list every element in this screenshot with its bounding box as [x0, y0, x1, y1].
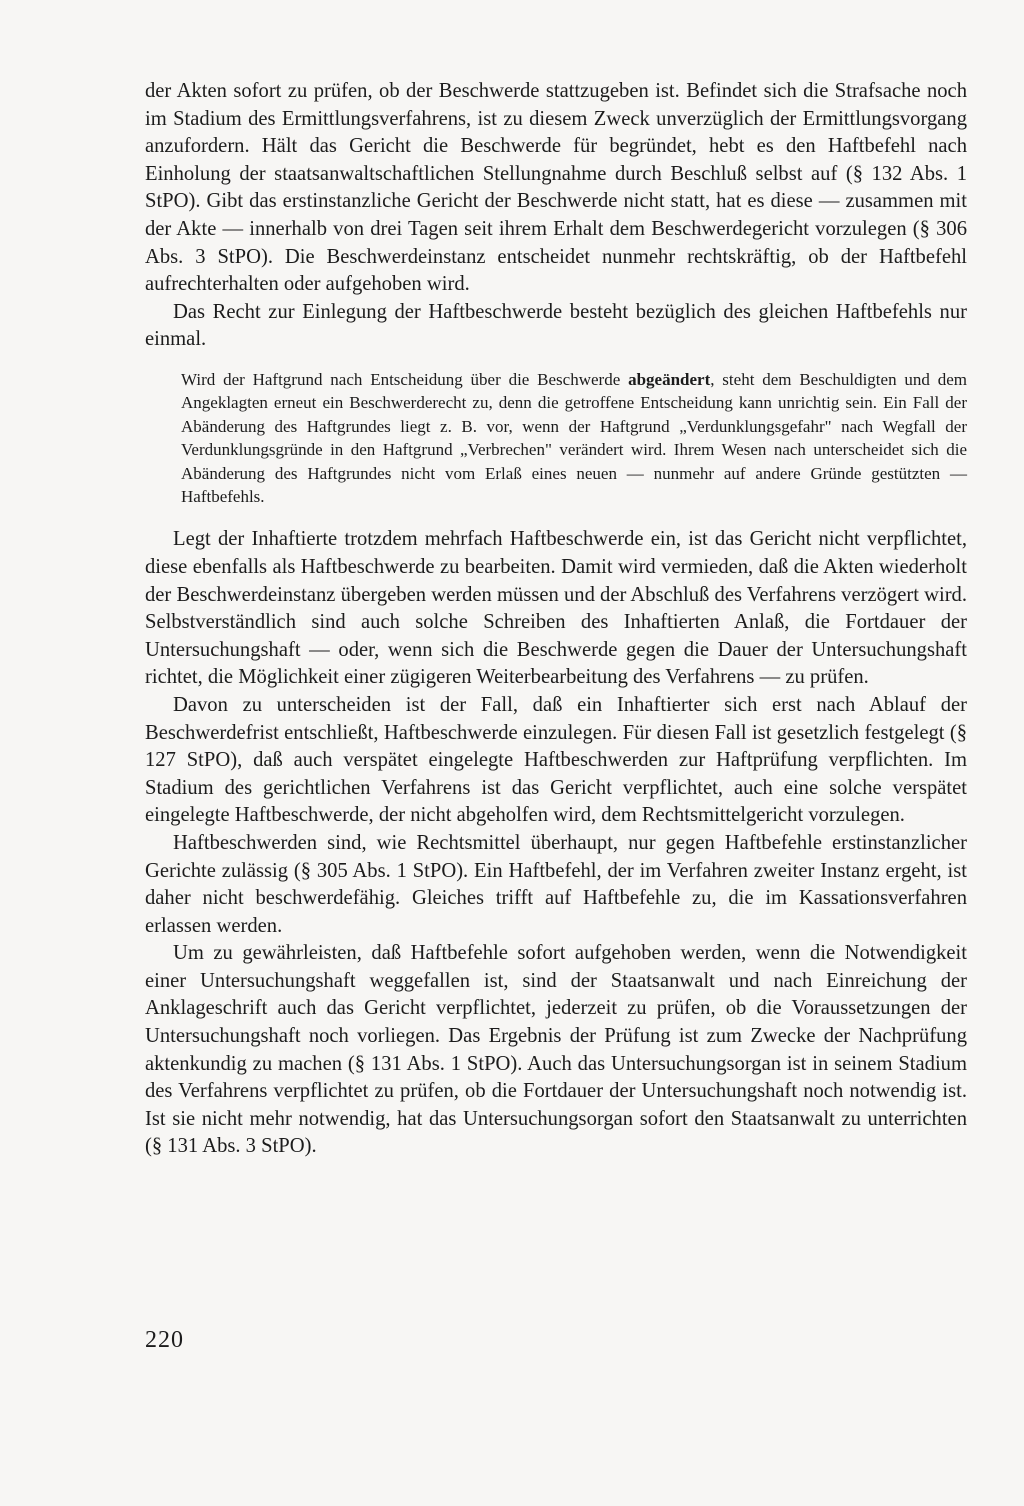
- paragraph-beschwerdefrist: Davon zu unterscheiden ist der Fall, daß ein Inhaftierter sich erst nach Ablauf der Beschwerdefrist entschließt, Haftbeschwerde einzulegen. Für diesen Fall ist gesetzlich festgelegt (§ 127 StPO), daß auch verspätet eingelegte Haftbeschwerden zur Haftprüfung verpflichten. Im Stadium des gerichtlichen Verfahrens ist das Gericht verpflichtet, auch eine solche verspätet eingelegte Haftbeschwerde, der nicht abgeholfen wird, dem Rechtsmittelgericht vorzulegen.: [145, 693, 967, 827]
- page-body: [145, 78, 967, 1161]
- paragraph-mehrfach-haftbeschwerde: Legt der Inhaftierte trotzdem mehrfach Haftbeschwerde ein, ist das Gericht nicht verpflichtet, diese ebenfalls als Haftbeschwerde zu bearbeiten. Damit wird vermieden, daß die Akten wiederholt der Beschwerdeinstanz übergeben werden müssen und der Abschluß des Verfahrens verzögert wird. Selbstverständlich sind auch solche Schreiben des Inhaftierten Anlaß, die Fortdauer der Untersuchungshaft — oder, wenn sich die Beschwerde gegen die Dauer der Untersuchungshaft richtet, die Möglichkeit einer zügigeren Weiterbearbeitung des Verfahrens — zu prüfen.: [145, 528, 967, 689]
- paragraph-continuation: der Akten sofort zu prüfen, ob der Beschwerde stattzugeben ist. Befindet sich die Strafsache noch im Stadium des Ermittlungsverfahrens, ist zu diesem Zweck unverzüglich der Ermittlungsvorgang anzufordern. Hält das Gericht die Beschwerde für begründet, hebt es den Haftbefehl nach Einholung der staatsanwaltschaftlichen Stellungnahme durch Beschluß selbst auf (§ 132 Abs. 1 StPO). Gibt das erstinstanzliche Gericht der Beschwerde nicht statt, hat es diese — zusammen mit der Akte — innerhalb von drei Tagen seit ihrem Erhalt dem Beschwerdegericht vorzulegen (§ 306 Abs. 3 StPO). Die Beschwerdeinstanz entscheidet nunmehr rechtskräftig, ob der Haftbefehl aufrechterhalten oder aufgehoben wird.: [145, 80, 967, 296]
- page-number: 220: [145, 1327, 184, 1353]
- note-text-after: , steht dem Beschuldigten und dem Angeklagten erneut ein Beschwerderecht zu, denn die getroffene Entscheidung kann unrichtig sein. Ein Fall der Abänderung des Haftgrundes liegt z. B. vor, wenn der Haftgrund „Verdunklungsgefahr" nach Wegfall der Verdunklungsgründe in den Haftgrund „Verbrechen" verändert wird. Ihrem Wesen nach unterscheidet sich die Abänderung des Haftgrundes nicht vom Erlaß eines neuen — nunmehr auf andere Gründe gestützten — Haftbefehls.: [181, 369, 967, 506]
- note-abaenderung-haftgrund: [145, 368, 967, 508]
- paragraph-haftpruefung: Um zu gewährleisten, daß Haftbefehle sofort aufgehoben werden, wenn die Notwendigkeit einer Untersuchungshaft weggefallen ist, sind der Staatsanwalt und nach Einreichung der Anklageschrift auch das Gericht verpflichtet, jederzeit zu prüfen, ob die Voraussetzungen der Untersuchungshaft noch vorliegen. Das Ergebnis der Prüfung ist zum Zwecke der Nachprüfung aktenkundig zu machen (§ 131 Abs. 1 StPO). Auch das Untersuchungsorgan ist in seinem Stadium des Verfahrens verpflichtet zu prüfen, ob die Fortdauer der Untersuchungshaft noch notwendig ist. Ist sie nicht mehr notwendig, hat das Untersuchungsorgan sofort den Staatsanwalt zu unterrichten (§ 131 Abs. 3 StPO).: [145, 942, 967, 1158]
- note-emphasis: abgeändert: [628, 369, 711, 389]
- paragraph-erstinstanzliche-gerichte: Haftbeschwerden sind, wie Rechtsmittel überhaupt, nur gegen Haftbefehle erstinstanzlicher Gerichte zulässig (§ 305 Abs. 1 StPO). Ein Haftbefehl, der im Verfahren zweiter Instanz ergeht, ist daher nicht beschwerdefähig. Gleiches trifft auf Haftbefehle zu, die im Kassationsverfahren erlassen werden.: [145, 831, 967, 937]
- paragraph-haftbeschwerde-einmal: Das Recht zur Einlegung der Haftbeschwerde besteht bezüglich des gleichen Haftbefehls nur einmal.: [145, 300, 967, 351]
- note-text-before: Wird der Haftgrund nach Entscheidung über die Beschwerde: [181, 369, 629, 389]
